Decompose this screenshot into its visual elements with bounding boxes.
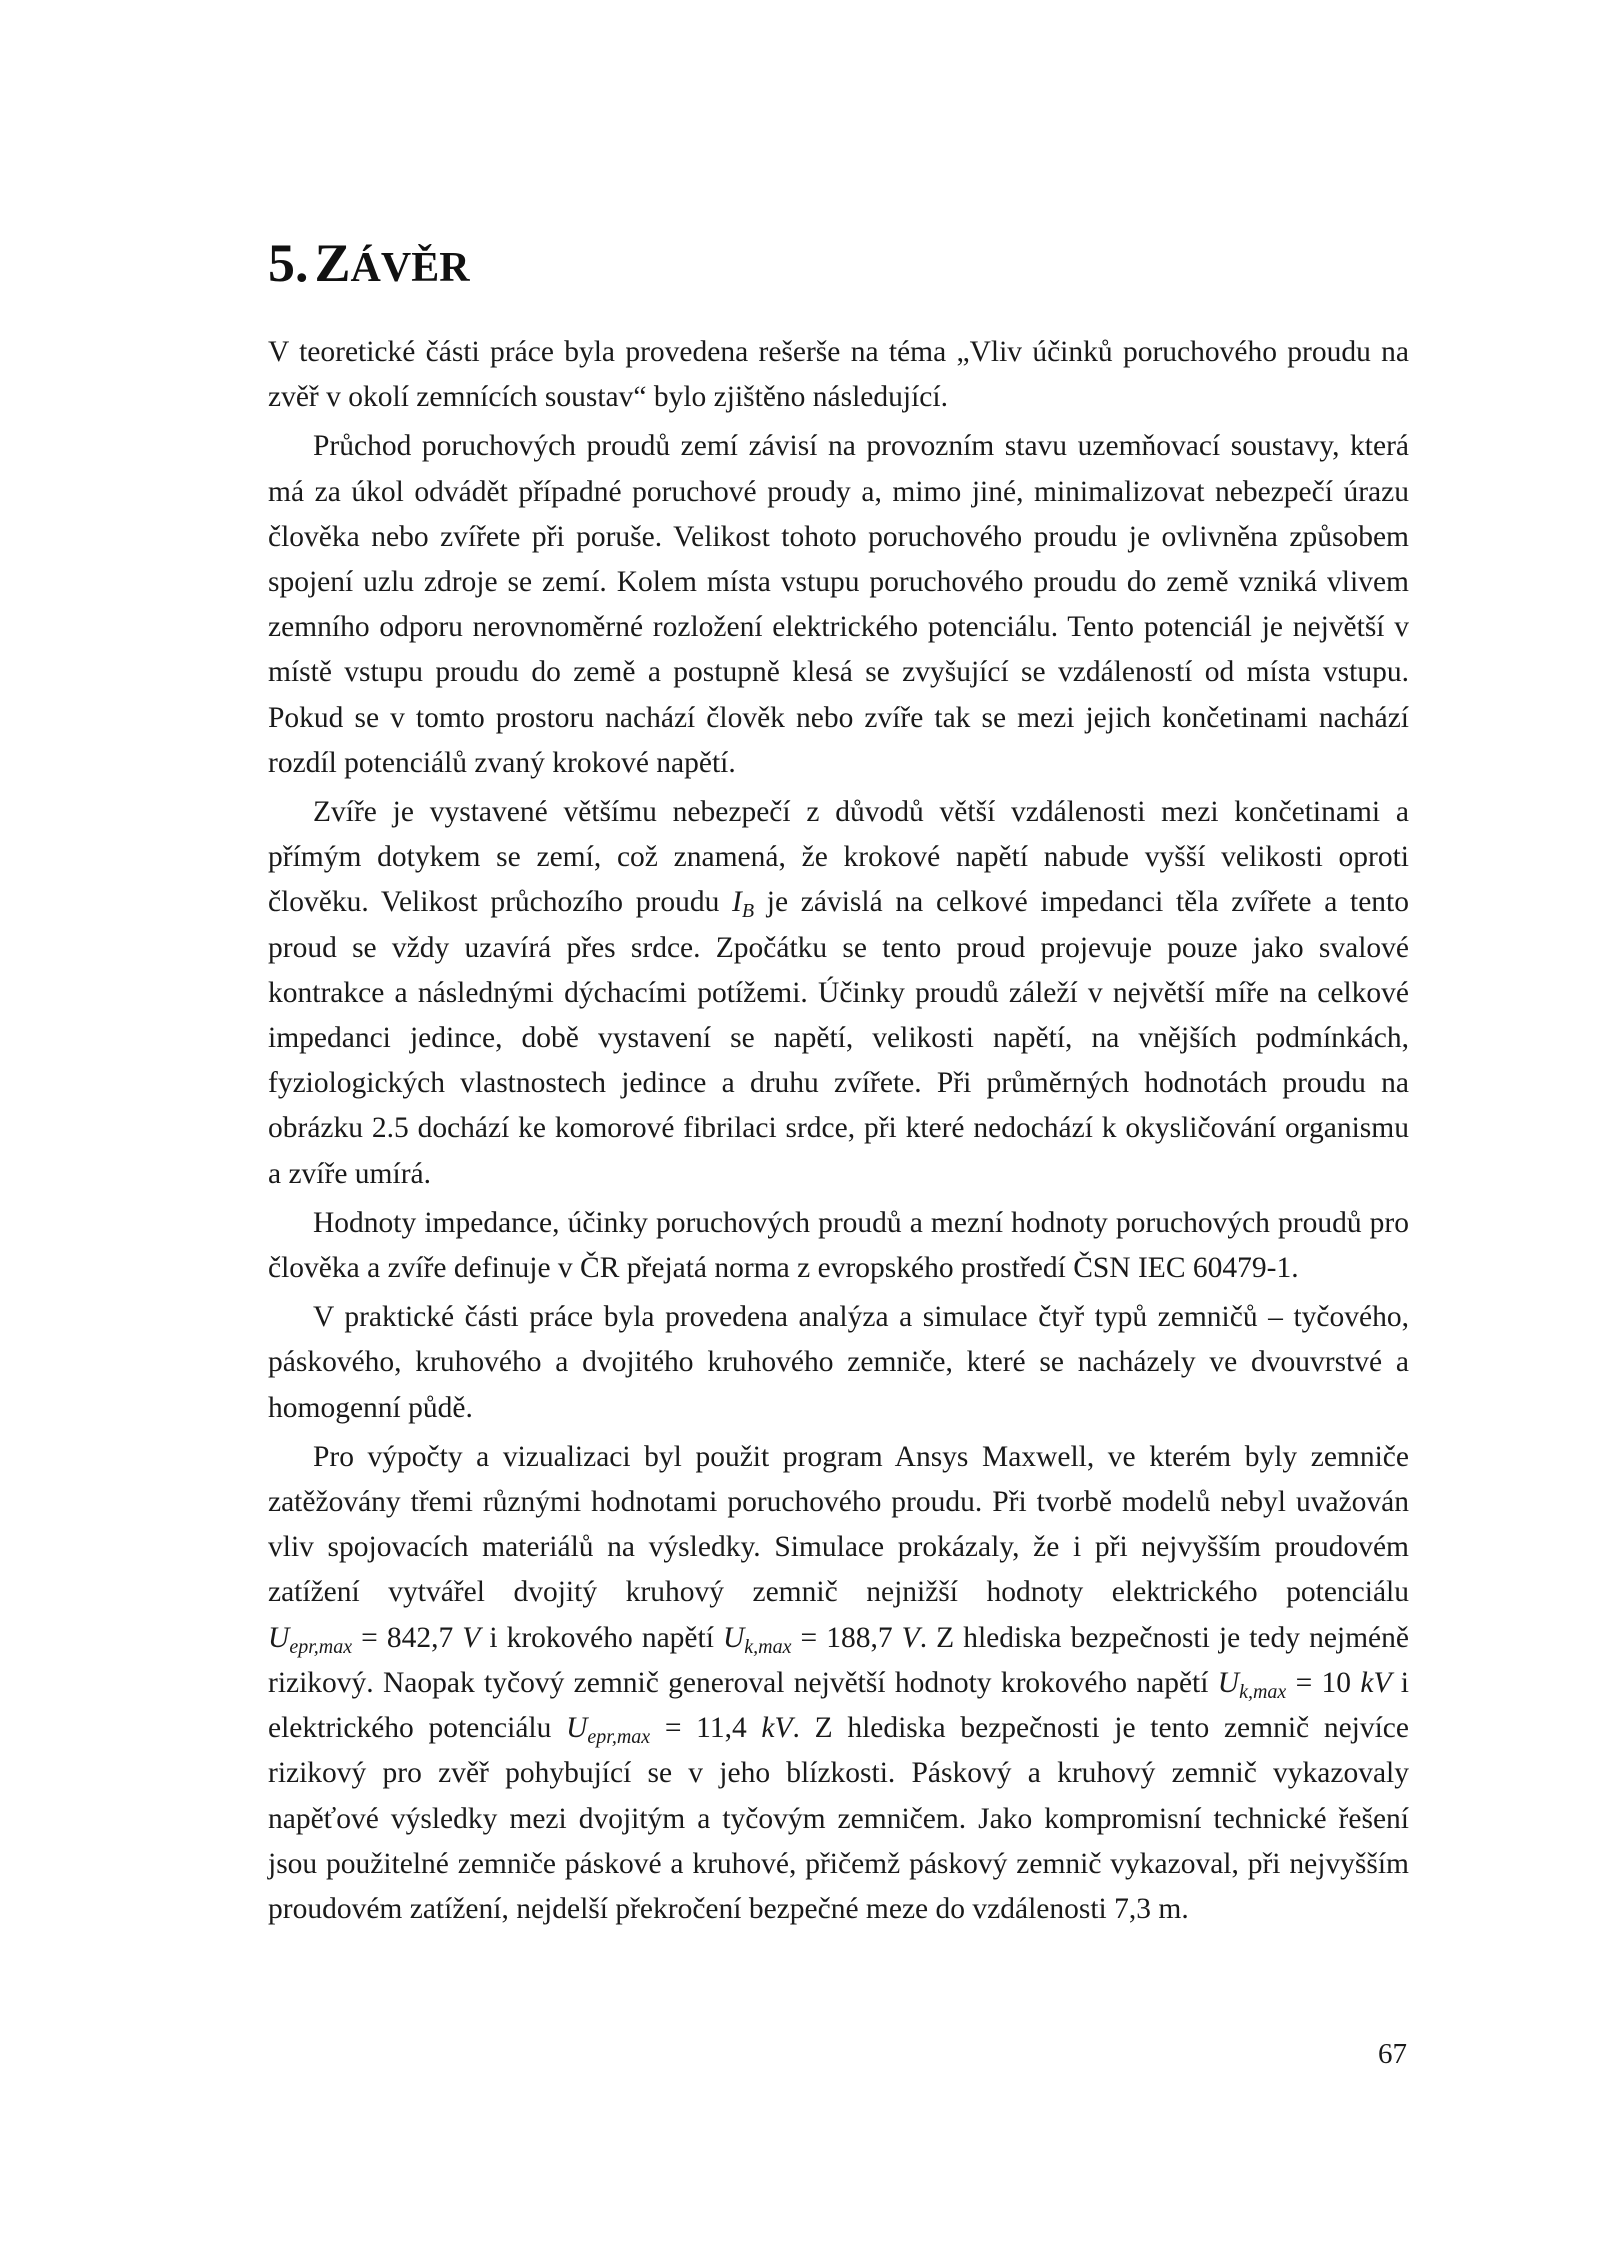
- paragraph: [268, 790, 1409, 1197]
- chapter-title-initial: Z: [314, 233, 351, 293]
- math-expression: $U_{epr,max} = 11,4$ kV: [566, 1712, 793, 1749]
- paragraph: [268, 1295, 1409, 1431]
- paragraph-text: Průchod poruchových proudů zemí závisí na provozním stavu uzemňovací soustavy, která má za úkol odvádět případné poruchové proudy a, mimo jiné, minimalizovat nebezpečí úrazu člověka nebo zvířete při poruše. Velikost tohoto poruchového proudu je ovlivněna způsobem spojení uzlu zdroje se zemí. Kolem místa vstupu poruchového proudu do země vzniká vlivem zemního odporu nerovnoměrné rozložení elektrického potenciálu. Tento potenciál je největší v místě vstupu proudu do země a postupně klesá se zvyšující se vzdáleností od místa vstupu. Pokud se v tomto prostoru nachází člověk nebo zvíře tak se mezi jejich končetinami nachází rozdíl potenciálů zvaný krokové napětí.: [268, 430, 1409, 779]
- paragraph: [268, 424, 1409, 786]
- paragraph-text: Pro výpočty a vizualizaci byl použit program Ansys Maxwell, ve kterém byly zemniče zatěžovány třemi různými hodnotami poruchového proudu. Při tvorbě modelů nebyl uvažován vliv spojovacích materiálů na výsledky. Simulace prokázaly, že i při nejvyšším proudovém zatížení vytvářel dvojitý kruhový zemnič nejnižší hodnoty elektrického potenciálu: [268, 1440, 1409, 1609]
- chapter-number: 5.: [268, 233, 309, 293]
- paragraph-text: i elektrického potenciálu: [268, 1666, 1409, 1745]
- paragraph-text: V teoretické části práce byla provedena rešerše na téma „Vliv účinků poruchového proudu na zvěř v okolí zemnících soustav“ bylo zjištěno následující.: [268, 336, 1409, 414]
- paragraph: [268, 330, 1409, 420]
- math-expression: $U_{k,max} = 188,7$ V: [722, 1621, 920, 1658]
- paragraph-text: je závislá na celkové impedanci těla zvířete a tento proud se vždy uzavírá přes srdce. Zpočátku se tento proud projevuje pouze jako svalové kontrakce a následnými dýchacími potížemi. Účinky proudů záleží v největší míře na celkové impedanci jedince, době vystavení se napětí, velikosti napětí, na vnějších podmínkách, fyziologických vlastnostech jedince a druhu zvířete. Při průměrných hodnotách proudu na obrázku 2.5 dochází ke komorové fibrilaci srdce, při které nedochází k okysličování organismu a zvíře umírá.: [268, 886, 1410, 1190]
- paragraph: [268, 1435, 1409, 1932]
- paragraph-text: Zvíře je vystavené většímu nebezpečí z důvodů větší vzdálenosti mezi končetinami a přímým dotykem se zemí, což znamená, že krokové napětí nabude vyšší velikosti oproti člověku. Velikost průchozího proudu: [268, 796, 1409, 919]
- math-expression: $U_{k,max} = 10$ kV: [1217, 1666, 1392, 1703]
- page-number: 67: [1378, 2038, 1407, 2070]
- body-text: [268, 330, 1409, 1936]
- paragraph-text: Hodnoty impedance, účinky poruchových proudů a mezní hodnoty poruchových proudů pro člověka a zvíře definuje v ČR přejatá norma z evropského prostředí ČSN IEC 60479-1.: [268, 1206, 1409, 1285]
- paragraph-text: i krokového napětí: [480, 1621, 723, 1654]
- paragraph-text: V praktické části práce byla provedena analýza a simulace čtyř typů zemničů – tyčového, páskového, kruhového a dvojitého kruhového zemniče, které se nacházely ve dvouvrstvé a homogenní půdě.: [268, 1301, 1409, 1424]
- paragraph-text: . Z hlediska bezpečnosti je tento zemnič nejvíce rizikový pro zvěř pohybující se v jeho blízkosti. Páskový a kruhový zemnič vykazovaly napěťové výsledky mezi dvojitým a tyčovým zemničem. Jako kompromisní technické řešení jsou použitelné zemniče páskové a kruhové, přičemž páskový zemnič vykazoval, při nejvyšším proudovém zatížení, nejdelší překročení bezpečné meze do vzdálenosti 7,3 m.: [268, 1712, 1409, 1925]
- chapter-heading: [268, 232, 470, 294]
- math-expression: $I_B$: [732, 886, 755, 923]
- chapter-title-rest: ÁVĚR: [350, 245, 470, 291]
- paragraph-text: . Z hlediska bezpečnosti je tedy nejméně rizikový. Naopak tyčový zemnič generoval největší hodnoty krokového napětí: [268, 1621, 1409, 1699]
- math-expression: $U_{epr,max} = 842,7$ V: [268, 1621, 481, 1658]
- paragraph: [268, 1201, 1409, 1291]
